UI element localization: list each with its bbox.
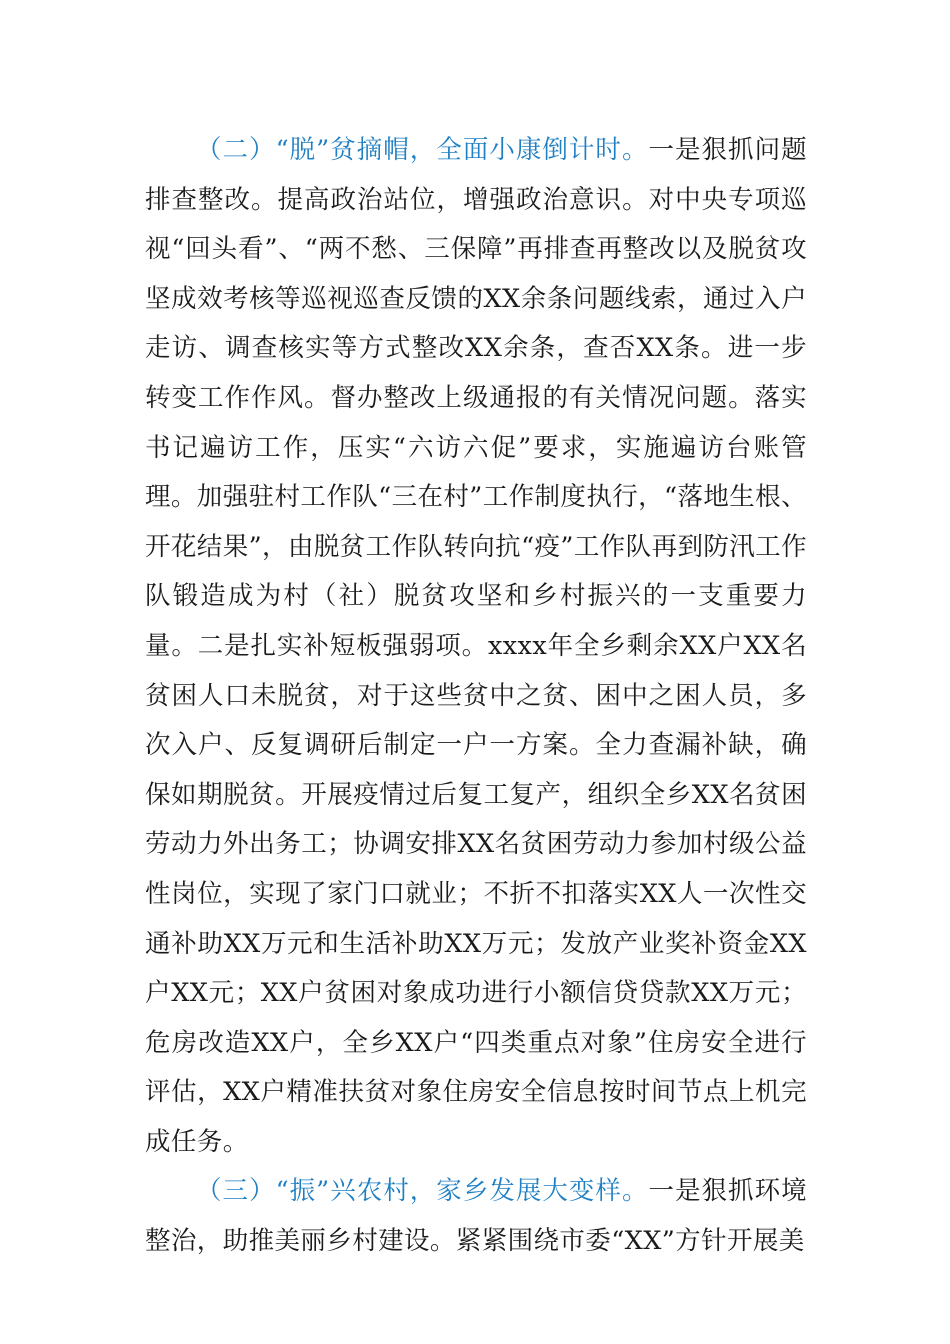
paragraph-3 [145, 1167, 807, 1266]
section-heading-3: （三）“振”兴农村，家乡发展大变样。 [196, 1176, 649, 1207]
section-heading-2: （二）“脱”贫摘帽，全面小康倒计时。 [196, 135, 649, 165]
document-body [145, 126, 807, 1267]
paragraph-body-3: 一是狠抓环境整治，助推美丽乡村建设。紧紧围绕市委“XX”方针开展美 [145, 1176, 807, 1257]
paragraph-2 [145, 126, 807, 1167]
paragraph-body-2: 一是狠抓问题排查整改。提高政治站位，增强政治意识。对中央专项巡视“回头看”、“两不愁、三保障”再排查再整改以及脱贫攻坚成效考核等巡视巡查反馈的XX余条问题线索，通过入户走访、调查核实等方式整改XX余条，查否XX条。进一步转变工作作风。督办整改上级通报的有关情况问题。落实书记遍访工作，压实“六访六促”要求，实施遍访台账管理。加强驻村工作队“三在村”工作制度执行，“落地生根、开花结果”，由脱贫工作队转向抗“疫”工作队再到防汛工作队锻造成为村（社）脱贫攻坚和乡村振兴的一支重要力量。二是扎实补短板强弱项。xxxx年全乡剩余XX户XX名贫困人口未脱贫，对于这些贫中之贫、困中之困人员，多次入户、反复调研后制定一户一方案。全力查漏补缺，确保如期脱贫。开展疫情过后复工复产，组织全乡XX名贫困劳动力外出务工；协调安排XX名贫困劳动力参加村级公益性岗位，实现了家门口就业；不折不扣落实XX人一次性交通补助XX万元和生活补助XX万元；发放产业奖补资金XX户XX元；XX户贫困对象成功进行小额信贷贷款XX万元；危房改造XX户，全乡XX户“四类重点对象”住房安全进行评估，XX户精准扶贫对象住房安全信息按时间节点上机完成任务。 [145, 135, 807, 1157]
